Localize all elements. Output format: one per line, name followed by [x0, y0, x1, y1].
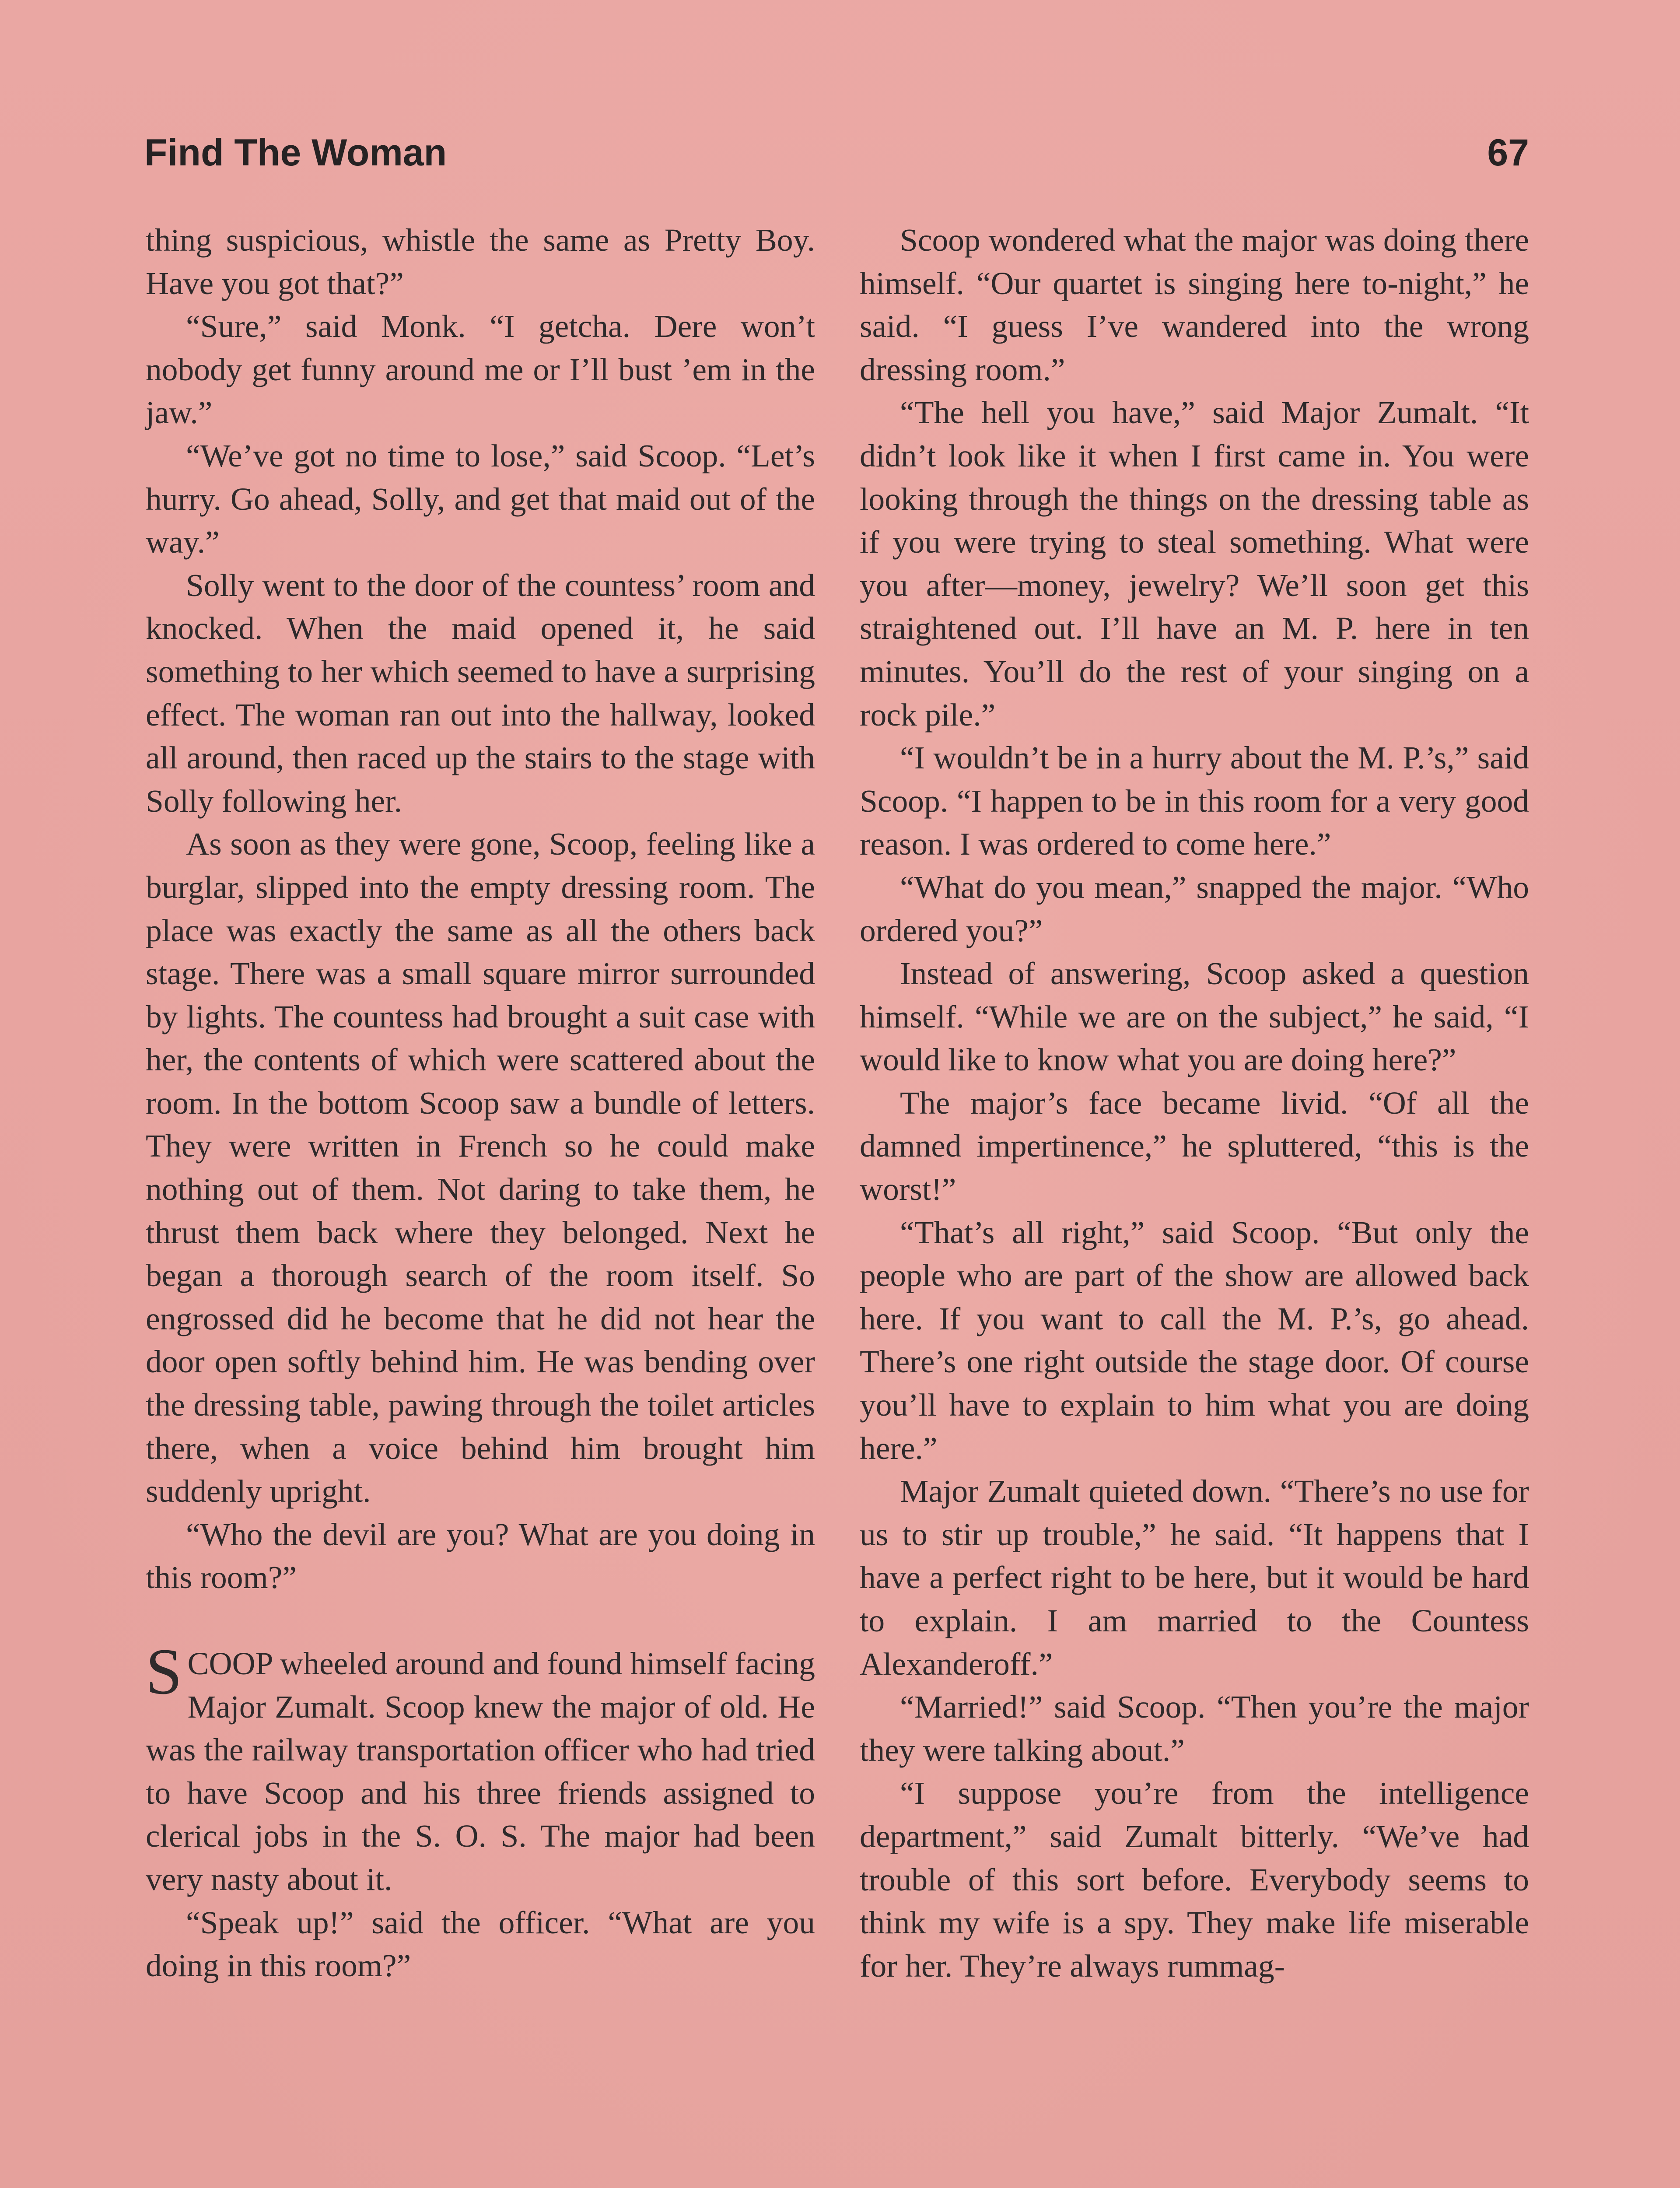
page-number: 67 [1487, 132, 1529, 174]
paragraph: Major Zumalt quieted down. “There’s no use for us to stir up trouble,” he said. “It happens that I have a perfect right to be here, but it would be hard to explain. I am married to the Countess Alexanderoff.” [860, 1473, 1529, 1682]
drop-cap: S [146, 1635, 182, 1708]
chapter-title: Find The Woman [144, 132, 447, 174]
paragraph: “I wouldn’t be in a hurry about the M. P.’s,” said Scoop. “I happen to be in this room for a very good reason. I was ordered to come here.” [860, 740, 1529, 862]
paragraph-text: COOP wheeled around and found himself facing Major Zumalt. Scoop knew the major of old. He was the railway transportation officer who had tried to have Scoop and his three friends assigned to clerical jobs in the S. O. S. The major had been very nasty about it. [146, 1646, 815, 1897]
paragraph: Scoop wondered what the major was doing there himself. “Our quartet is singing here to-night,” he said. “I guess I’ve wandered into the wrong dressing room.” [860, 222, 1529, 387]
paragraph: “Married!” said Scoop. “Then you’re the major they were talking about.” [860, 1689, 1529, 1768]
paragraph: Instead of answering, Scoop asked a question himself. “While we are on the subject,” he said, “I would like to know what you are doing here?” [860, 956, 1529, 1078]
right-text-column [860, 219, 1529, 1988]
paragraph: “Sure,” said Monk. “I getcha. Dere won’t nobody get funny around me or I’ll bust ’em in the jaw.” [146, 309, 815, 431]
left-text-column [146, 219, 815, 1988]
paragraph: “Who the devil are you? What are you doing in this room?” [146, 1516, 815, 1595]
paragraph: “What do you mean,” snapped the major. “Who ordered you?” [860, 869, 1529, 948]
running-head [144, 131, 1529, 184]
paragraph: The major’s face became livid. “Of all the damned impertinence,” he spluttered, “this is the worst!” [860, 1085, 1529, 1207]
paragraph: “The hell you have,” said Major Zumalt. “It didn’t look like it when I first came in. You were looking through the things on the dressing table as if you were trying to steal something. What were you after—money, jewelry? We’ll soon get this straightened out. I’ll have an M. P. here in ten minutes. You’ll do the rest of your singing on a rock pile.” [860, 395, 1529, 733]
paragraph: thing suspicious, whistle the same as Pretty Boy. Have you got that?” [146, 222, 815, 301]
paragraph: “That’s all right,” said Scoop. “But only the people who are part of the show are allowed back here. If you want to call the M. P.’s, go ahead. There’s one right outside the stage door. Of course you’ll have to explain to him what you are doing here.” [860, 1214, 1529, 1466]
paragraph: Solly went to the door of the countess’ room and knocked. When the maid opened it, he said something to her which seemed to have a surprising effect. The woman ran out into the hallway, looked all around, then raced up the stairs to the stage with Solly following her. [146, 567, 815, 819]
section-opening-paragraph [146, 1635, 815, 1901]
paragraph: “Speak up!” said the officer. “What are you doing in this room?” [146, 1904, 815, 1984]
paragraph: “I suppose you’re from the intelligence department,” said Zumalt bitterly. “We’ve had trouble of this sort before. Everybody seems to think my wife is a spy. They make life miserable for her. They’re always rummag- [860, 1775, 1529, 1984]
paragraph: As soon as they were gone, Scoop, feeling like a burglar, slipped into the empty dressing room. The place was exactly the same as all the others back stage. There was a small square mirror surrounded by lights. The countess had brought a suit case with her, the contents of which were scattered about the room. In the bottom Scoop saw a bundle of letters. They were written in French so he could make nothing out of them. Not daring to take them, he thrust them back where they belonged. Next he began a thorough search of the room itself. So engrossed did he become that he did not hear the door open softly behind him. He was bending over the dressing table, pawing through the toilet articles there, when a voice behind him brought him suddenly upright. [146, 826, 815, 1509]
paragraph: “We’ve got no time to lose,” said Scoop. “Let’s hurry. Go ahead, Solly, and get that maid out of the way.” [146, 438, 815, 560]
